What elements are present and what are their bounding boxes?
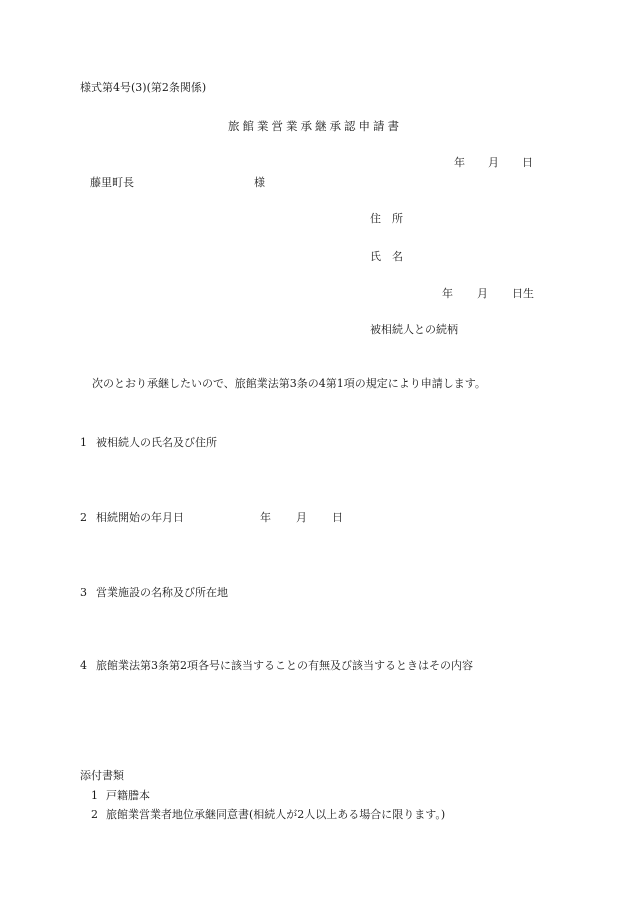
- attachment-1-text: 戸籍謄本: [106, 789, 150, 802]
- item-3-text: 営業施設の名称及び所在地: [96, 586, 228, 599]
- attachment-1-number: 1: [91, 789, 98, 802]
- date-year-label: 年: [454, 156, 465, 169]
- date-month-label: 月: [488, 156, 499, 169]
- item-1-text: 被相続人の氏名及び住所: [96, 436, 217, 449]
- item-1-number: 1: [80, 436, 87, 449]
- birth-month-label: 月: [477, 287, 488, 300]
- item-2-day-label: 日: [332, 511, 343, 524]
- attachment-2-text: 旅館業営業者地位承継同意書(相続人が2人以上ある場合に限ります。): [106, 808, 446, 821]
- birth-day-label: 日生: [512, 287, 534, 300]
- form-number: 様式第4号(3)(第2条関係): [80, 81, 207, 94]
- applicant-name-label: 氏 名: [370, 250, 403, 263]
- item-2-text: 相続開始の年月日: [96, 511, 184, 524]
- attachment-2-number: 2: [91, 808, 98, 821]
- item-4-number: 4: [80, 659, 87, 672]
- addressee-name: 藤里町長: [90, 176, 134, 189]
- item-2-year-label: 年: [260, 511, 271, 524]
- item-4-text: 旅館業法第3条第2項各号に該当することの有無及び該当するときはその内容: [96, 659, 473, 672]
- applicant-address-label: 住 所: [370, 212, 403, 225]
- attachments-heading: 添付書類: [80, 769, 124, 782]
- item-3-number: 3: [80, 586, 87, 599]
- item-2-number: 2: [80, 511, 87, 524]
- item-2-month-label: 月: [296, 511, 307, 524]
- relation-label: 被相続人との続柄: [370, 323, 458, 336]
- date-day-label: 日: [522, 156, 533, 169]
- document-title: 旅館業営業承継承認申請書: [228, 119, 402, 133]
- intro-text: 次のとおり承継したいので、旅館業法第3条の4第1項の規定により申請します。: [92, 377, 486, 390]
- birth-year-label: 年: [442, 287, 453, 300]
- addressee-honorific: 様: [254, 176, 265, 189]
